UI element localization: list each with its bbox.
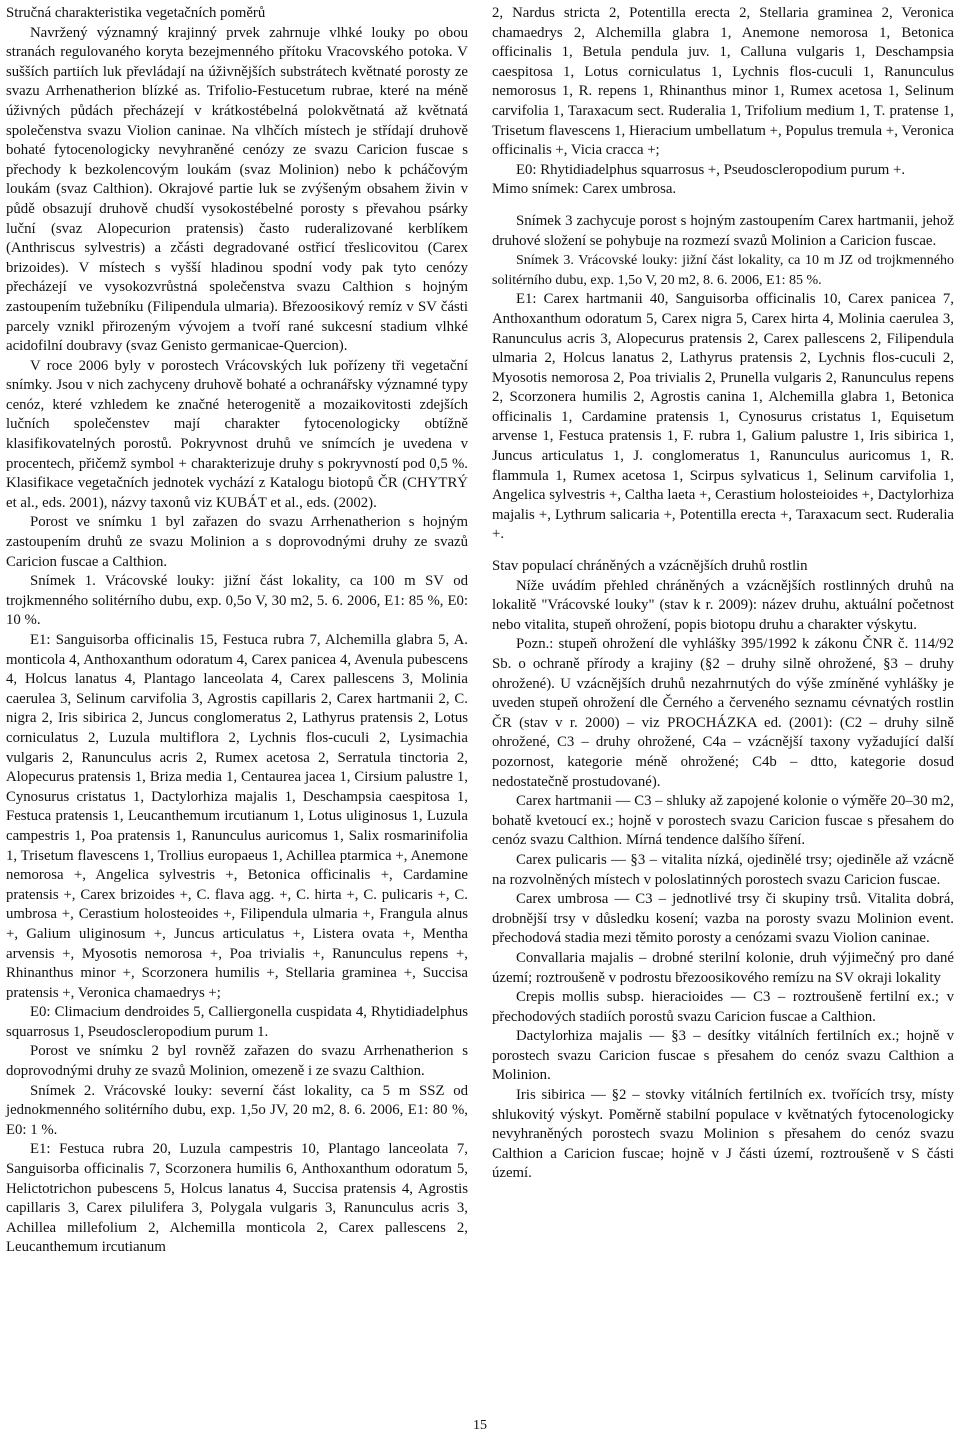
species-entry: Carex hartmanii — C3 – shluky až zapojené kolonie o výměře 20–30 m2, bohatě kvetoucí ex.; hojně v porostech svazu Caricion fuscae s přesahem do cenóz svazu Calthion. Mírná tendence dalšího šíření. (492, 793, 954, 849)
releve-header: Snímek 2. Vrácovské louky: severní část lokality, ca 5 m SSZ od jednokmenného solitérního dubu, exp. 1,5o JV, 20 m2, 8. 6. 2006, E1: 80 %, E0: 1 %. (6, 1082, 468, 1138)
two-column-layout (6, 4, 954, 1258)
right-column (492, 4, 954, 1258)
paragraph: Navržený významný krajinný prvek zahrnuje vlhké louky po obou stranách regulovaného koryta bezejmenného přítoku Vracovského potoka. V sušších partiích luk převládají na úživnějších substrátech květnaté porosty ze svazu Arrhenatherion blízké as. Trifolio-Festucetum rubrae, které na méně úživných půdách přecházejí v krátkostébelná polokvětnatá až květnatá společenstva svazu Violion caninae. Na vlhčích místech je střídají druhově bohaté fytocenologicky nevyhraněné cenózy ze svazu Caricion fuscae s přechody k bezkolencovým loukám (svaz Molinion) nebo k pcháčovým loukám (svaz Calthion). Okrajové partie luk se zvýšeným obsahem živin v půdě obsazují druhově chudší vysokostébelné porosty s převahou psárky luční (svaz Alopecurion pratensis) často ruderalizované kerblíkem (Anthriscus sylvestris) a zčásti degradované ostřicí třeslicovitou (Carex brizoides). V místech s vyšší hladinou spodní vody pak tyto cenózy přecházejí ve vysokozvrůstná společenstva svazu Calthion s hojným zastoupením tužebníku (Filipendula ulmaria). Březoosikový remíz v SV části parcely vznikl přirozeným vývojem a tvoří rané sukcesní stadium vlhké acidofilní doubravy (svaz Genisto germanicae-Quercion). (6, 24, 468, 355)
species-entry: Carex umbrosa — C3 – jednotlivé trsy či skupiny trsů. Vitalita dobrá, drobnější trsy v důsledku kosení; vazba na porosty svazu Molinion event. přechodová stadia mezi těmito porosty a cenózami svazu Violion caninae. (492, 891, 954, 947)
paragraph: Porost ve snímku 1 byl zařazen do svazu Arrhenatherion s hojným zastoupením druhů ze svazu Molinion a s doprovodnými druhy ze svazů Caricion fuscae a Calthion. (6, 514, 468, 570)
paragraph: Pozn.: stupeň ohrožení dle vyhlášky 395/1992 k zákonu ČNR č. 114/92 Sb. o ochraně přírody a krajiny (§2 – druhy silně ohrožené, §3 – druhy ohrožené). U vzácnějších druhů nezahrnutých do výše zmíněné vyhlášky je uveden stupeň ohrožení dle Černého a červeného seznamu cévnatých rostlin ČR (stav v r. 2000) – viz PROCHÁZKA ed. (2001): (C2 – druhy silně ohrožené, C3 – druhy ohrožené, C4a – vzácnější taxony vyžadující další pozornost, kategorie méně ohrožené; C4b – dtto, kategorie dosud nedostatečně prostudované). (492, 636, 954, 790)
releve-header: Snímek 1. Vrácovské louky: jižní část lokality, ca 100 m SV od trojkmenného solitérního dubu, exp. 0,5o V, 30 m2, 5. 6. 2006, E1: 85 %, E0: 10 %. (6, 573, 468, 629)
species-list-e1: E1: Festuca rubra 20, Luzula campestris 10, Plantago lanceolata 7, Sanguisorba officinalis 7, Scorzonera humilis 6, Anthoxanthum odoratum 5, Helictotrichon pubescens 5, Holcus lanatus 4, Succisa pratensis 4, Agrostis capillaris 3, Carex pilulifera 3, Polygala vulgaris 3, Ranunculus acris 3, Achillea millefolium 2, Alchemilla monticola 2, Carex pallescens 2, Leucanthemum ircutianum (6, 1141, 468, 1256)
note-outside-releve: Mimo snímek: Carex umbrosa. (492, 181, 677, 198)
releve-header: Snímek 3. Vrácovské louky: jižní část lokality, ca 10 m JZ od trojkmenného solitérního dubu, exp. 1,5o V, 20 m2, 8. 6. 2006, E1: 85 %. (492, 253, 954, 288)
section-heading: Stručná charakteristika vegetačních poměrů (6, 5, 266, 21)
species-entry: Crepis mollis subsp. hieracioides — C3 – roztroušeně fertilní ex.; v přechodových stadiích porostů svazu Caricion fuscae a Calthion. (492, 989, 954, 1025)
page-number: 15 (473, 1418, 487, 1433)
species-list-continued: 2, Nardus stricta 2, Potentilla erecta 2, Stellaria graminea 2, Veronica chamaedrys 2, Alchemilla glabra 1, Anemone nemorosa 1, Betonica officinalis 1, Betula pendula juv. 1, Calluna vulgaris 1, Deschampsia caespitosa 1, Lotus corniculatus 1, Lychnis flos-cuculi 1, Ranunculus nemorosus 1, R. repens 1, Rhinanthus minor 1, Rumex acetosa 1, Selinum carvifolia 1, Taraxacum sect. Ruderalia 1, Trifolium medium 1, T. pratense 1, Trisetum flavescens 1, Hieracium umbellatum +, Populus tremula +, Veronica officinalis +, Vicia cracca +; (492, 5, 954, 159)
species-entry: Iris sibirica — §2 – stovky vitálních fertilních ex. tvořících trsy, místy shlukovitý výskyt. Poměrně stabilní populace v květnatých fytocenologicky nevyhraněných porostech svazu Molinion s přesahem do cenóz svazu Calthion a Caricion fuscae; hojně v J části území, roztroušeně v S části území. (492, 1087, 954, 1182)
species-entry: Convallaria majalis – drobné sterilní kolonie, druh výjimečný pro dané území; roztroušeně v podrostu březoosikového remízu na SV okraji lokality (492, 949, 954, 986)
species-list-e0: E0: Rhytidiadelphus squarrosus +, Pseudoscleropodium purum +. (516, 161, 906, 178)
paragraph: Snímek 3 zachycuje porost s hojným zastoupením Carex hartmanii, jehož druhové složení se pohybuje na rozmezí svazů Molinion a Caricion fuscae. (492, 212, 954, 249)
paragraph: Níže uvádím přehled chráněných a vzácnějších rostlinných druhů na lokalitě "Vrácovské louky" (stav k r. 2009): název druhu, aktuální početnost nebo vitalita, stupeň ohrožení, popis biotopu druhu a charakter výskytu. (492, 577, 954, 633)
species-list-e0: E0: Climacium dendroides 5, Calliergonella cuspidata 4, Rhytidiadelphus squarrosus 1, Pseudoscleropodium purum 1. (6, 1004, 468, 1040)
paragraph: V roce 2006 byly v porostech Vrácovských luk pořízeny tři vegetační snímky. Jsou v nich zachyceny druhově bohaté a ochranářsky významné typy cenóz, které vzhledem ke značné heterogenitě a mozaikovitosti zdejších lučních společenstev mají charakter fytocenologicky obtížně klasifikovatelných porostů. Pokryvnost druhů ve snímcích je uvedena v procentech, přičemž symbol + charakterizuje druhy s pokryvností pod 0,5 %. Klasifikace vegetačních jednotek vychází z Katalogu biotopů ČR (CHYTRÝ et al., eds. 2001), názvy taxonů viz KUBÁT et al., eds. (2002). (6, 357, 468, 511)
species-list-e1: E1: Carex hartmanii 40, Sanguisorba officinalis 10, Carex panicea 7, Anthoxanthum odoratum 5, Carex nigra 5, Carex hirta 4, Molinia caerulea 3, Ranunculus acris 3, Alopecurus pratensis 2, Carex pallescens 2, Filipendula ulmaria 2, Holcus lanatus 2, Lathyrus pratensis 2, Lychnis flos-cuculi 2, Myosotis nemorosa 2, Poa trivialis 2, Prunella vulgaris 2, Ranunculus repens 2, Scorzonera humilis 2, Agrostis canina 1, Alchemilla glabra 1, Betonica officinalis 1, Cardamine pratensis 1, Cynosurus cristatus 1, Equisetum arvense 1, Festuca pratensis 1, F. rubra 1, Galium palustre 1, Iris sibirica 1, Juncus articulatus 1, J. conglomeratus 1, Ranunculus auricomus 1, R. flammula 1, Rumex acetosa 1, Scirpus sylvaticus 1, Selinum carvifolia 1, Angelica sylvestris +, Caltha laeta +, Cerastium holosteioides +, Dactylorhiza majalis +, Lythrum salicaria +, Potentilla erecta +, Taraxacum sect. Ruderalia +. (492, 291, 954, 543)
section-heading: Stav populací chráněných a vzácnějších druhů rostlin (492, 558, 808, 575)
species-entry: Carex pulicaris — §3 – vitalita nízká, ojedinělé trsy; ojediněle až vzácně na rozvolněných místech v poloslatinných porostech svazu Caricion fuscae. (492, 851, 954, 888)
paragraph: Porost ve snímku 2 byl rovněž zařazen do svazu Arrhenatherion s doprovodnými druhy ze svazů Molinion, omezeně i ze svazu Calthion. (6, 1043, 468, 1080)
left-column (6, 4, 468, 1258)
species-list-e1: E1: Sanguisorba officinalis 15, Festuca rubra 7, Alchemilla glabra 5, A. monticola 4, Anthoxanthum odoratum 4, Carex panicea 4, Avenula pubescens 4, Holcus lanatus 4, Plantago lanceolata 4, Carex pallescens 3, Molinia caerulea 3, Selinum carvifolia 3, Agrostis capillaris 2, Carex hartmanii 2, C. nigra 2, Iris sibirica 2, Juncus conglomeratus 2, Lathyrus pratensis 2, Lotus corniculatus 2, Luzula multiflora 2, Lychnis flos-cuculi 2, Lysimachia vulgaris 2, Ranunculus acris 2, Rumex acetosa 2, Serratula tinctoria 2, Alopecurus pratensis 1, Briza media 1, Centaurea jacea 1, Cirsium palustre 1, Cynosurus cristatus 1, Dactylorhiza majalis 1, Deschampsia caespitosa 1, Festuca pratensis 1, Leucanthemum ircutianum 1, Lotus uliginosus 1, Luzula campestris 1, Poa pratensis 1, Ranunculus auricomus 1, Salix rosmarinifolia 1, Trisetum flavescens 1, Trollius europaeus 1, Achillea ptarmica +, Anemone nemorosa +, Angelica sylvestris +, Betonica officinalis +, Cardamine pratensis +, Carex brizoides +, C. flava agg. +, C. hirta +, C. pulicaris +, C. umbrosa +, Cerastium holosteoides +, Filipendula ulmaria +, Frangula alnus +, Galium uliginosum +, Juncus articulatus +, Listera ovata +, Mentha arvensis +, Myosotis nemorosa +, Poa trivialis +, Ranunculus repens +, Rhinanthus minor +, Scorzonera humilis +, Stellaria graminea +, Succisa pratensis +, Veronica chamaedrys +; (6, 632, 468, 1001)
species-entry: Dactylorhiza majalis — §3 – desítky vitálních fertilních ex.; hojně v porostech svazu Caricion fuscae s přesahem do cenóz svazu Calthion a Molinion. (492, 1028, 954, 1084)
